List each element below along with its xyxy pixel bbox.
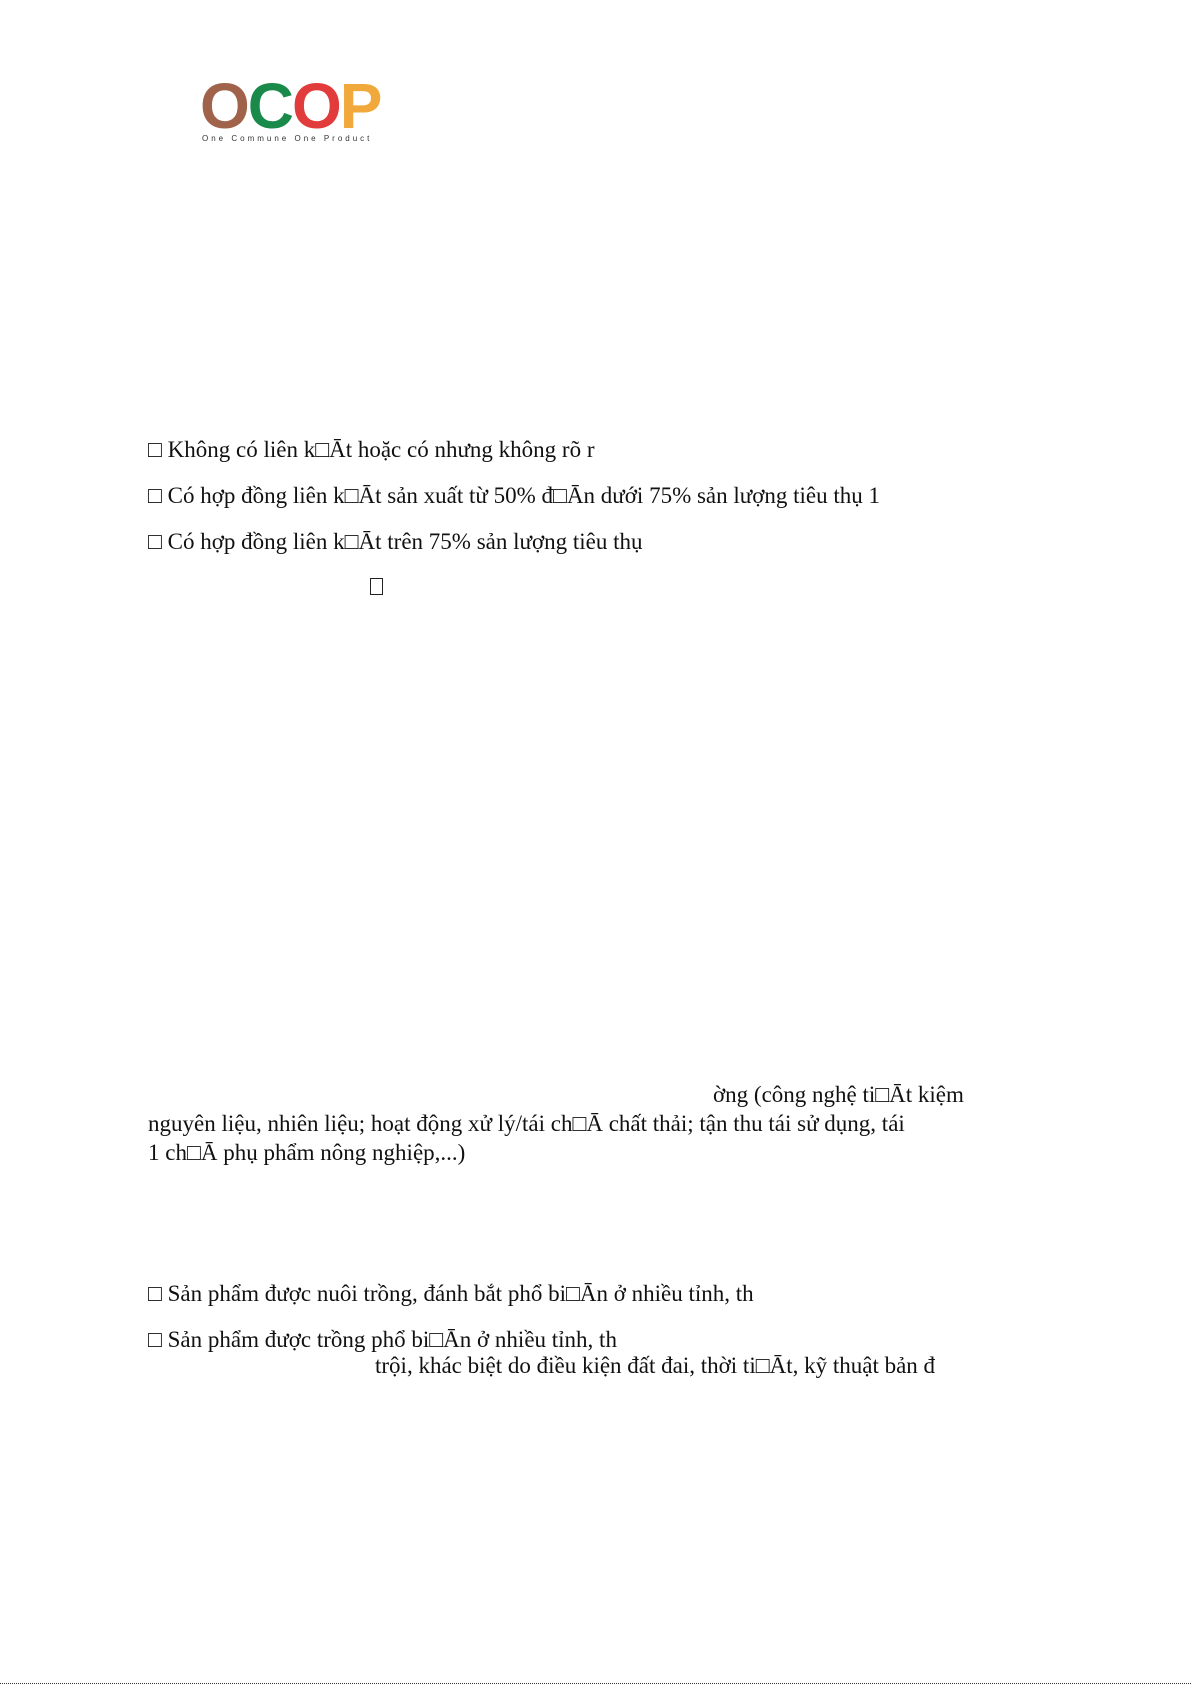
checkbox-glyph [370,578,383,595]
logo-letter-o2: O [292,70,340,142]
logo-letter-c: C [247,70,292,142]
page-bottom-rule [0,1683,1191,1684]
env-text-line-1: ờng (công nghệ ti□Āt kiệm [713,1082,964,1107]
option-widely-grown: □ Sản phẩm được trồng phổ bi□Ān ở nhiều tỉnh, th [148,1327,617,1352]
env-text-line-2: nguyên liệu, nhiên liệu; hoạt động xử lý/tái ch□Ā chất thải; tận thu tái sử dụng, tái [148,1111,905,1136]
ocop-logo [200,70,400,146]
env-text-line-3: 1 ch□Ā phụ phẩm nông nghiệp,...) [148,1140,466,1165]
logo-tagline: One Commune One Product [202,134,373,143]
option-widely-grown-continued: trội, khác biệt do điều kiện đất đai, thời ti□Āt, kỹ thuật bản đ [375,1353,936,1378]
option-linkage-over-75: □ Có hợp đồng liên k□Āt trên 75% sản lượng tiêu thụ [148,529,643,554]
option-linkage-50-75: □ Có hợp đồng liên k□Āt sản xuất từ 50% đ□Ān dưới 75% sản lượng tiêu thụ 1 [148,483,881,508]
option-widely-farmed: □ Sản phẩm được nuôi trồng, đánh bắt phổ bi□Ān ở nhiều tỉnh, th [148,1281,754,1306]
option-no-linkage: □ Không có liên k□Āt hoặc có nhưng không rõ r [148,437,595,462]
logo-letter-o1: O [200,70,248,142]
logo-letter-p: P [339,70,381,142]
